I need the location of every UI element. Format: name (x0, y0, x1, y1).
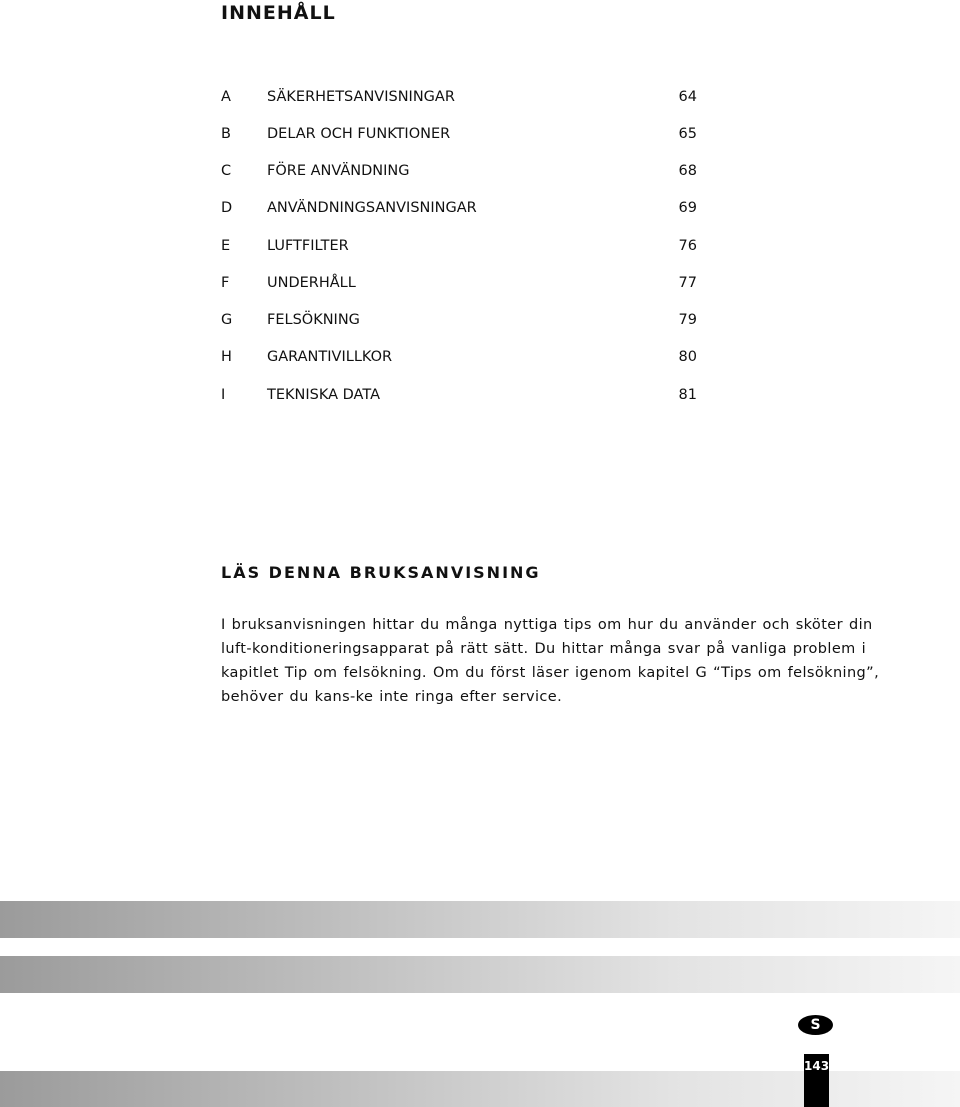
toc-page-number: 77 (678, 274, 697, 291)
toc-page-number: 81 (678, 386, 697, 403)
toc-page-number: 64 (678, 88, 697, 105)
toc-page-number: 69 (678, 200, 697, 217)
toc-item (221, 190, 697, 227)
toc-item (221, 339, 697, 376)
toc-label: LUFTFILTER (267, 237, 349, 254)
toc-letter: F (221, 274, 230, 291)
toc-label: TEKNISKA DATA (267, 386, 380, 403)
toc-label: ANVÄNDNINGSANVISNINGAR (267, 200, 477, 217)
toc-label: FÖRE ANVÄNDNING (267, 163, 410, 180)
toc-letter: B (221, 125, 231, 142)
toc-item (221, 115, 697, 152)
toc-label: UNDERHÅLL (267, 274, 356, 291)
toc-letter: A (221, 88, 231, 105)
toc-letter: D (221, 200, 233, 217)
decorative-band-middle (0, 956, 960, 993)
decorative-band-top (0, 901, 960, 938)
page-title: INNEHÅLL (221, 2, 336, 24)
toc-label: GARANTIVILLKOR (267, 349, 393, 366)
toc-page-number: 79 (678, 312, 697, 329)
toc-letter: G (221, 312, 233, 329)
toc-page-number: 80 (678, 349, 697, 366)
toc-item (221, 302, 697, 339)
toc-page-number: 76 (678, 237, 697, 254)
toc-letter: C (221, 163, 232, 180)
read-manual-heading: LÄS DENNA BRUKSANVISNING (221, 563, 541, 582)
toc-item (221, 153, 697, 190)
page-number: 143 (804, 1059, 830, 1073)
toc-item (221, 78, 697, 115)
toc-item (221, 227, 697, 264)
table-of-contents (221, 78, 697, 413)
toc-label: SÄKERHETSANVISNINGAR (267, 88, 455, 105)
page-number-tab (804, 1054, 829, 1107)
toc-letter: E (221, 237, 231, 254)
toc-item (221, 376, 697, 413)
toc-label: FELSÖKNING (267, 312, 360, 329)
toc-label: DELAR OCH FUNKTIONER (267, 125, 451, 142)
toc-page-number: 65 (678, 125, 697, 142)
language-badge: S (798, 1015, 833, 1035)
toc-page-number: 68 (678, 163, 697, 180)
toc-letter: I (221, 386, 226, 403)
read-manual-text: I bruksanvisningen hittar du många nyttiga tips om hur du använder och sköter din luft-konditioneringsapparat på rätt sätt. Du hittar många svar på vanliga problem i kapitlet Tip om felsökning. Om du först läser igenom kapitel G “Tips om felsökning”, behöver du kans-ke inte ringa efter service. (221, 617, 880, 705)
toc-letter: H (221, 349, 232, 366)
toc-item (221, 264, 697, 301)
